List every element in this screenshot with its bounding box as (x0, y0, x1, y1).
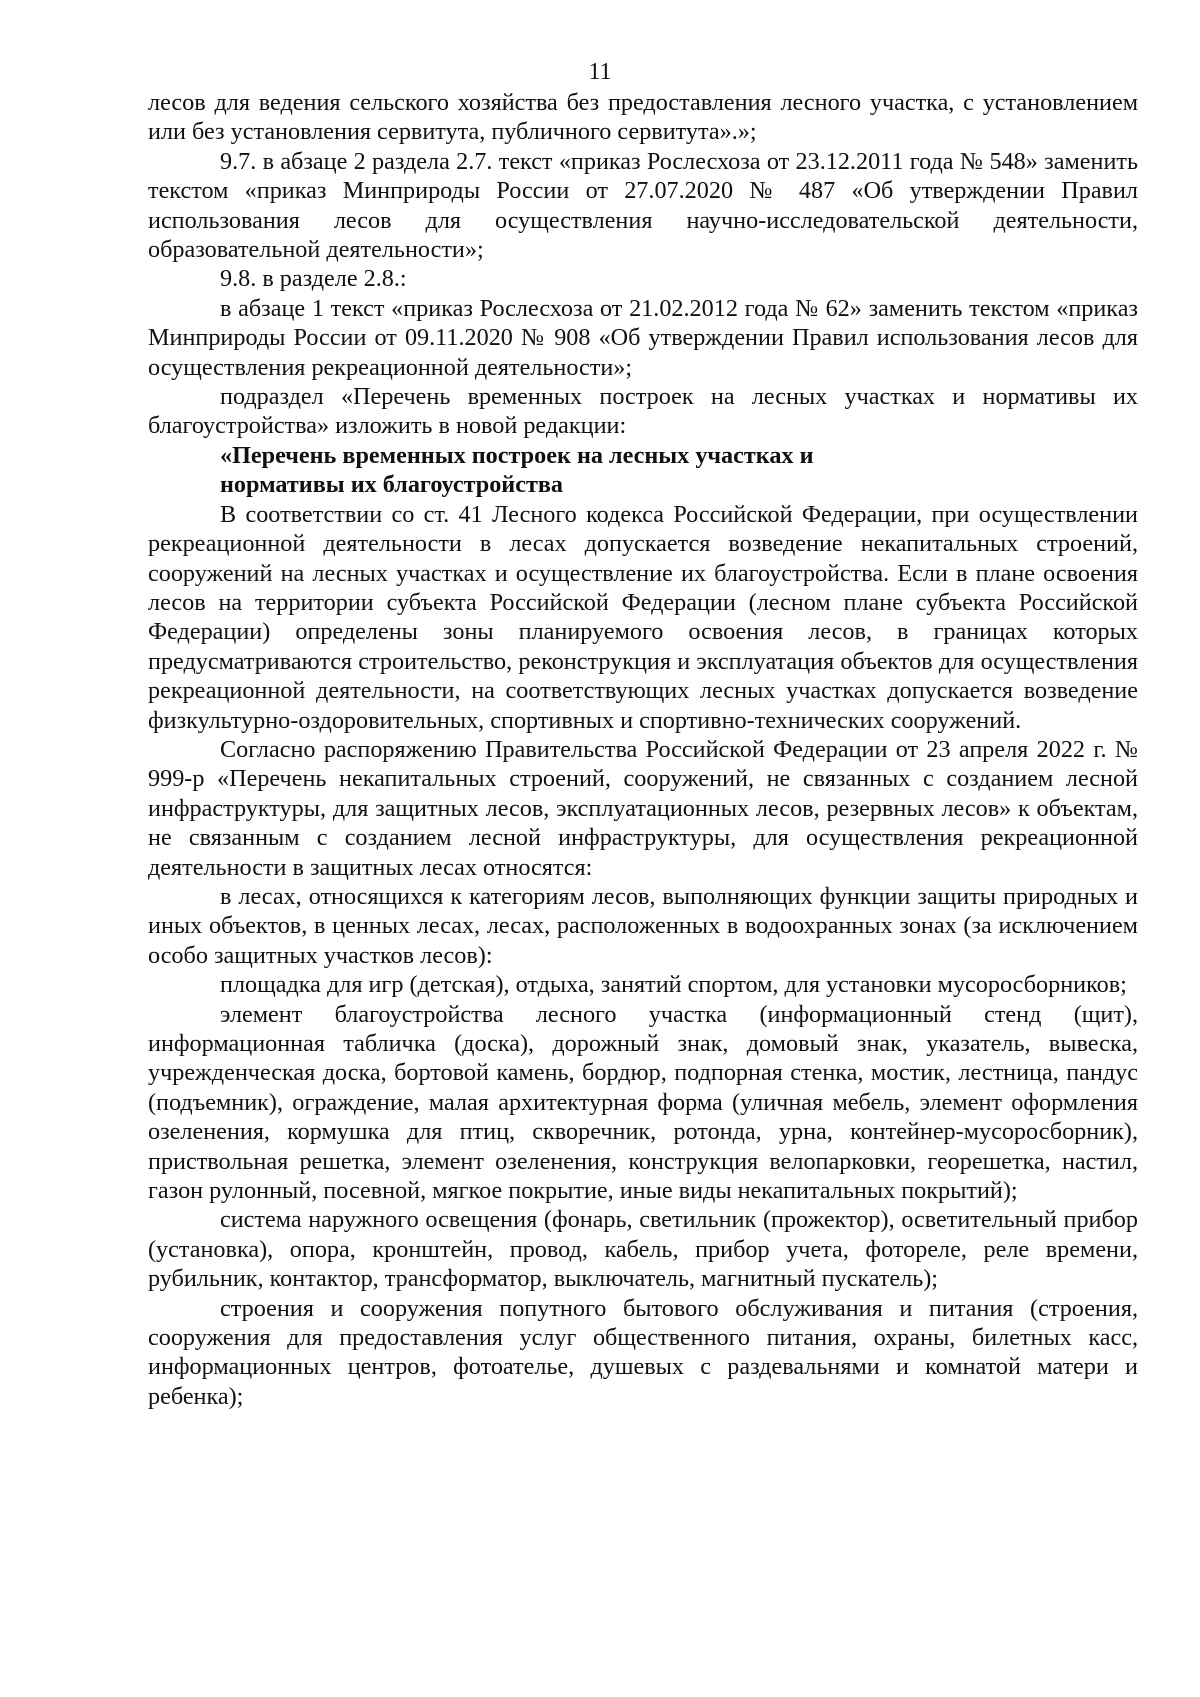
document-body (148, 88, 1138, 1411)
list-item-osveshchenie: система наружного освещения (фонарь, светильник (прожектор), осветительный прибор (установка), опора, кронштейн, провод, кабель, прибор учета, фотореле, реле времени, рубильник, контактор, трансформатор, выключатель, магнитный пускатель); (148, 1206, 1138, 1293)
paragraph-categories: в лесах, относящихся к категориям лесов, выполняющих функции защиты природных и иных объектов, в ценных лесах, лесах, расположенных в водоохранных зонах (за исключением особо защитных участков лесов): (148, 882, 1138, 969)
paragraph-podrazdel: подраздел «Перечень временных построек на лесных участках и нормативы их благоустройства» изложить в новой редакции: (148, 383, 1138, 440)
paragraph-abzac-1: в абзаце 1 текст «приказ Рослесхоза от 21.02.2012 года № 62» заменить текстом «приказ Минприроды России от 09.11.2020 № 908 «Об утверждении Правил использования лесов для осуществления рекреационной деятельности»; (148, 294, 1138, 381)
paragraph-item-9-7: 9.7. в абзаце 2 раздела 2.7. текст «приказ Рослесхоза от 23.12.2011 года № 548» заменить текстом «приказ Минприроды России от 27.07.2020 № 487 «Об утверждении Правил использования лесов для осуществления научно-исследовательской деятельности, образовательной деятельности»; (148, 147, 1138, 264)
list-item-blagoustroystvo: элемент благоустройства лесного участка (информационный стенд (щит), информационная табличка (доска), дорожный знак, домовый знак, указатель, вывеска, учрежденческая доска, бортовой камень, бордюр, подпорная стенка, мостик, лестница, пандус (подъемник), ограждение, малая архитектурная форма (уличная мебель, элемент оформления озеленения, кормушка для птиц, скворечник, ротонда, урна, контейнер-мусоросборник), приствольная решетка, элемент озеленения, конструкция велопарковки, георешетка, настил, газон рулонный, посевной, мягкое покрытие, иные виды некапитальных покрытий); (148, 1000, 1138, 1205)
list-item-stroeniya: строения и сооружения попутного бытового обслуживания и питания (строения, сооружения для предоставления услуг общественного питания, охраны, билетных касс, информационных центров, фотоателье, душевых с раздевальнями и комнатой матери и ребенка); (148, 1294, 1138, 1410)
section-heading (148, 441, 1138, 500)
paragraph-rasporyazhenie: Согласно распоряжению Правительства Российской Федерации от 23 апреля 2022 г. № 999-р «Перечень некапитальных строений, сооружений, не связанных с созданием лесной инфраструктуры, для защитных лесов, эксплуатационных лесов, резервных лесов» к объектам, не связанным с созданием лесной инфраструктуры, для осуществления рекреационной деятельности в защитных лесах относятся: (148, 735, 1138, 881)
page-number: 11 (588, 59, 612, 85)
paragraph-article-41: В соответствии со ст. 41 Лесного кодекса Российской Федерации, при осуществлении рекреационной деятельности в лесах допускается возведение некапитальных строений, сооружений на лесных участках и осуществление их благоустройства. Если в плане освоения лесов на территории субъекта Российской Федерации (лесном плане субъекта Российской Федерации) определены зоны планируемого освоения лесов, в границах которых предусматриваются строительство, реконструкция и эксплуатация объектов для осуществления рекреационной деятельности, на соответствующих лесных участках допускается возведение физкультурно-оздоровительных, спортивных и спортивно-технических сооружений. (148, 500, 1138, 734)
list-item-ploshchadka: площадка для игр (детская), отдыха, занятий спортом, для установки мусоросборников; (220, 971, 1127, 999)
paragraph-item-9-8: 9.8. в разделе 2.8.: (220, 265, 407, 293)
paragraph-continuation: лесов для ведения сельского хозяйства без предоставления лесного участка, с установлением или без установления сервитута, публичного сервитута».»; (148, 89, 1138, 146)
section-heading-line-2: нормативы их благоустройства (220, 471, 564, 499)
section-heading-line-1: «Перечень временных построек на лесных участках и (220, 441, 814, 469)
